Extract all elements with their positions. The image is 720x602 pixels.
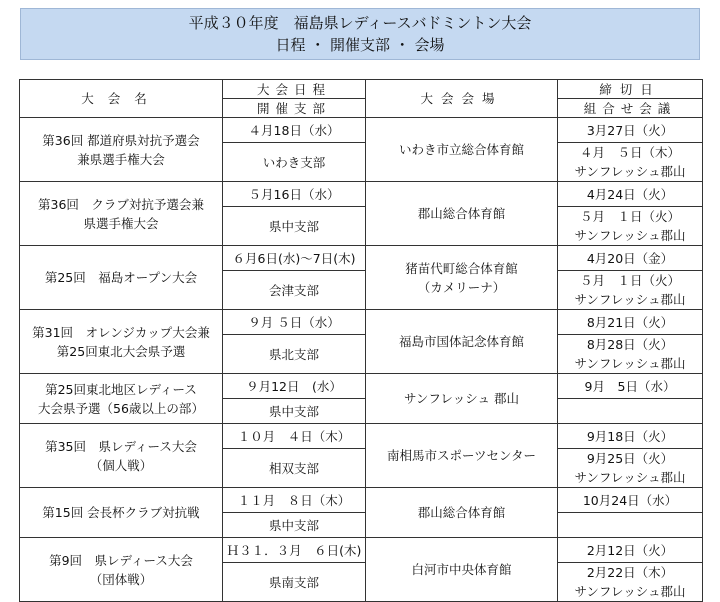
- tournament-name-line: 第36回 都道府県対抗予選会: [42, 132, 200, 148]
- entry-deadline: 8月21日（火）: [558, 310, 703, 335]
- table-row: [20, 118, 703, 143]
- venue-line: 白河市中央体育館: [411, 562, 512, 577]
- table-row: [20, 374, 703, 399]
- table-row: [20, 182, 703, 207]
- tournament-name: [20, 424, 223, 488]
- draw-meeting-line: 2月22日（木）: [586, 565, 674, 580]
- tournament-date: Ｈ３１．３月 ６日(木): [223, 538, 366, 563]
- tournament-name: [20, 538, 223, 602]
- header-tournament-name: 大会名: [20, 80, 223, 118]
- header-date: 大会日程: [223, 80, 366, 99]
- table-row: [20, 488, 703, 513]
- venue-line: 郡山総合体育館: [417, 206, 506, 221]
- tournament-name-line: （団体戦）: [89, 571, 153, 587]
- draw-meeting-line: ５月 １日（火）: [579, 209, 680, 224]
- tournament-name: [20, 310, 223, 374]
- host-branch: 県南支部: [223, 563, 366, 602]
- draw-meeting: [558, 143, 703, 182]
- tournament-name: [20, 374, 223, 424]
- header-venue: 大会会場: [366, 80, 558, 118]
- tournament-venue: [366, 118, 558, 182]
- tournament-name-line: 大会県予選（56歳以上の部）: [38, 400, 204, 416]
- venue-line: 郡山総合体育館: [417, 505, 506, 520]
- header-deadline: 締切日: [558, 80, 703, 99]
- table-row: [20, 246, 703, 271]
- tournament-name-line: 第25回東北大会県予選: [56, 343, 186, 359]
- host-branch: 会津支部: [223, 271, 366, 310]
- tournament-name: [20, 488, 223, 538]
- tournament-date: ４月18日（水）: [223, 118, 366, 143]
- entry-deadline: 10月24日（水）: [558, 488, 703, 513]
- tournament-name-line: 第15回 会長杯クラブ対抗戦: [42, 505, 200, 520]
- tournament-name-line: 第25回東北地区レディース: [45, 381, 197, 397]
- draw-meeting-line: ５月 １日（火）: [579, 273, 680, 288]
- tournament-venue: [366, 246, 558, 310]
- draw-meeting: [558, 563, 703, 602]
- tournament-date: １１月 ８日（木）: [223, 488, 366, 513]
- tournament-name-line: （個人戦）: [89, 457, 153, 473]
- tournament-venue: [366, 374, 558, 424]
- page-subtitle: 日程 ・ 開催支部 ・ 会場: [275, 36, 445, 54]
- draw-meeting-line: ４月 ５日（木）: [579, 145, 680, 160]
- draw-meeting-line: サンフレッシュ郡山: [574, 470, 686, 485]
- entry-deadline: 9月 5日（水）: [558, 374, 703, 399]
- venue-line: 福島市国体記念体育館: [398, 334, 524, 349]
- host-branch: 相双支部: [223, 449, 366, 488]
- draw-meeting: [558, 513, 703, 538]
- page-title: 平成３０年度 福島県レディースバドミントン大会: [188, 14, 532, 32]
- host-branch: 県北支部: [223, 335, 366, 374]
- table-row: [20, 424, 703, 449]
- tournament-name-line: 第25回 福島オープン大会: [44, 270, 198, 285]
- header-draw-meeting: 組合せ会議: [558, 99, 703, 118]
- table-row: [20, 310, 703, 335]
- tournament-name-line: 第35回 県レディース大会: [45, 438, 197, 454]
- draw-meeting: [558, 271, 703, 310]
- draw-meeting-line: 8月28日（火）: [586, 337, 674, 352]
- host-branch: 県中支部: [223, 207, 366, 246]
- draw-meeting: [558, 207, 703, 246]
- tournament-name: [20, 182, 223, 246]
- draw-meeting-line: サンフレッシュ郡山: [574, 584, 686, 599]
- tournament-date: １０月 ４日（木）: [223, 424, 366, 449]
- tournament-venue: [366, 424, 558, 488]
- draw-meeting-line: サンフレッシュ郡山: [574, 164, 686, 179]
- venue-line: サンフレッシュ 郡山: [404, 391, 519, 406]
- tournament-date: ９月12日 (水）: [223, 374, 366, 399]
- draw-meeting: [558, 449, 703, 488]
- tournament-date: ５月16日（水）: [223, 182, 366, 207]
- tournament-venue: [366, 538, 558, 602]
- draw-meeting-line: サンフレッシュ郡山: [574, 228, 686, 243]
- venue-line: 南相馬市スポーツセンター: [386, 448, 536, 463]
- draw-meeting-line: 9月25日（火）: [586, 451, 674, 466]
- venue-line: 猪苗代町総合体育館: [405, 260, 518, 276]
- host-branch: いわき支部: [223, 143, 366, 182]
- schedule-table: [19, 79, 703, 602]
- draw-meeting-line: サンフレッシュ郡山: [574, 292, 686, 307]
- table-row: [20, 538, 703, 563]
- tournament-venue: [366, 488, 558, 538]
- header-branch: 開催支部: [223, 99, 366, 118]
- title-banner: [20, 8, 700, 60]
- tournament-name: [20, 118, 223, 182]
- tournament-date: ９月 ５日（水）: [223, 310, 366, 335]
- venue-line: （カメリーナ）: [417, 279, 506, 295]
- entry-deadline: 4月24日（火）: [558, 182, 703, 207]
- tournament-name-line: 第36回 クラブ対抗予選会兼: [38, 196, 204, 212]
- entry-deadline: 9月18日（火）: [558, 424, 703, 449]
- tournament-date: ６月6日(水)～7日(木): [223, 246, 366, 271]
- tournament-name-line: 県選手権大会: [83, 215, 159, 231]
- entry-deadline: 2月12日（火）: [558, 538, 703, 563]
- entry-deadline: 4月20日（金）: [558, 246, 703, 271]
- tournament-name-line: 第9回 県レディース大会: [49, 552, 193, 568]
- tournament-name-line: 兼県選手権大会: [77, 151, 165, 167]
- venue-line: いわき市立総合体育館: [398, 142, 524, 157]
- host-branch: 県中支部: [223, 513, 366, 538]
- table-header: [20, 80, 703, 118]
- tournament-venue: [366, 310, 558, 374]
- draw-meeting: [558, 335, 703, 374]
- host-branch: 県中支部: [223, 399, 366, 424]
- draw-meeting-line: サンフレッシュ郡山: [574, 356, 686, 371]
- entry-deadline: 3月27日（火）: [558, 118, 703, 143]
- tournament-name: [20, 246, 223, 310]
- tournament-name-line: 第31回 オレンジカップ大会兼: [32, 324, 210, 340]
- draw-meeting: [558, 399, 703, 424]
- tournament-venue: [366, 182, 558, 246]
